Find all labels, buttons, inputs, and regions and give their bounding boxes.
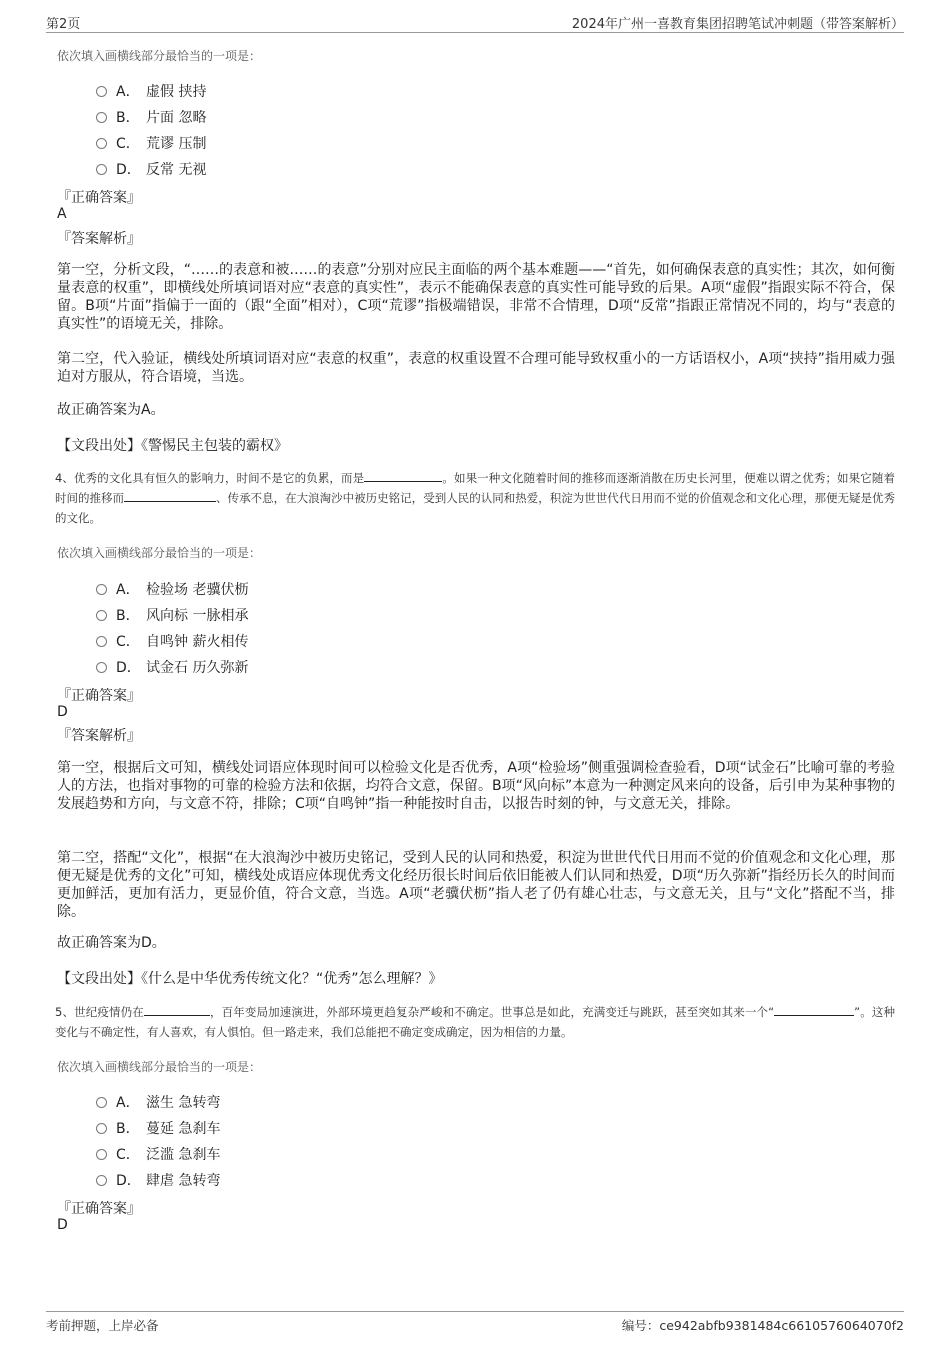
blank-line [774, 1003, 854, 1016]
radio-icon[interactable] [96, 636, 107, 647]
blank-line [364, 469, 442, 482]
q4-answer: D [57, 704, 68, 720]
q3-answer-label: 『正确答案』 [57, 190, 141, 206]
q4-option-d[interactable]: D． 试金石 历久弥新 [96, 657, 248, 677]
q3-option-d[interactable]: D． 反常 无视 [96, 159, 206, 179]
q5-option-a[interactable]: A． 滋生 急转弯 [96, 1092, 220, 1112]
radio-icon[interactable] [96, 138, 107, 149]
q3-option-a[interactable]: A． 虚假 挟持 [96, 81, 206, 101]
q4-answer-label: 『正确答案』 [57, 688, 141, 704]
q5-option-d[interactable]: D． 肆虐 急转弯 [96, 1170, 220, 1190]
q3-analysis-conclusion: 故正确答案为A。 [57, 402, 165, 418]
q5-option-c[interactable]: C． 泛滥 急刹车 [96, 1144, 220, 1164]
q4-option-b[interactable]: B． 风向标 一脉相承 [96, 605, 248, 625]
q3-analysis-paragraph-2: 第二空，代入验证，横线处所填词语对应“表意的权重”，表意的权重设置不合理可能导致权重小的一方话语权小，A项“挟持”指用威力强迫对方服从，符合语境，当选。 [57, 351, 895, 385]
q3-option-b[interactable]: B． 片面 忽略 [96, 107, 206, 127]
blank-line [144, 1003, 210, 1016]
q3-option-c[interactable]: C． 荒谬 压制 [96, 133, 206, 153]
q5-answer-label: 『正确答案』 [57, 1201, 141, 1217]
page-number: 第2页 [46, 17, 81, 32]
q4-analysis-paragraph-2: 第二空，搭配“文化”，根据“在大浪淘沙中被历史铭记，受到人民的认同和热爱，积淀为世世代代日用而不觉的价值观念和文化心理，那便无疑是优秀的文化”可知，横线处成语应体现优秀文化经历很长时间后依旧能被人们认同和热爱，D项“历久弥新”指经历长久的时间而更加鲜活，更加有活力，更显价值，符合文意，当选。A项“老骥伏枥”指人老了仍有雄心壮志，与文意无关，且与“文化”搭配不当，排除。 [57, 850, 895, 920]
radio-icon[interactable] [96, 1123, 107, 1134]
radio-icon[interactable] [96, 1175, 107, 1186]
q4-stem: 4、优秀的文化具有恒久的影响力，时间不是它的负累，而是 。如果一种文化随着时间的推移而逐渐消散在历史长河里，便难以谓之优秀；如果它随着时间的推移而 、传承不息，在大浪淘沙中被历史铭记，受到人民的认同和热爱，积淀为世世代代日用而不觉的价值观念和文化心理，那便无疑是优秀的文化。 [55, 471, 895, 525]
q5-stem: 5、世纪疫情仍在 ，百年变局加速演进，外部环境更趋复杂严峻和不确定。世事总是如此，充满变迁与跳跃，甚至突如其来一个“ ”。这种变化与不确定性，有人喜欢，有人惧怕。但一路走来，我们总能把不确定变成确定，因为相信的力量。 [55, 1005, 895, 1039]
q5-prompt: 依次填入画横线部分最恰当的一项是： [57, 1060, 262, 1074]
q4-option-a[interactable]: A． 检验场 老骥伏枥 [96, 579, 248, 599]
q4-source: 【文段出处】《什么是中华优秀传统文化？“优秀”怎么理解？》 [57, 971, 443, 987]
document-title: 2024年广州一喜教育集团招聘笔试冲刺题（带答案解析） [571, 17, 904, 32]
footer-slogan: 考前押题，上岸必备 [46, 1318, 159, 1333]
q3-prompt: 依次填入画横线部分最恰当的一项是： [57, 49, 262, 63]
radio-icon[interactable] [96, 1097, 107, 1108]
page-header [46, 10, 904, 33]
q4-prompt: 依次填入画横线部分最恰当的一项是： [57, 546, 262, 560]
blank-line [124, 489, 216, 502]
q3-answer: A [57, 206, 67, 222]
radio-icon[interactable] [96, 610, 107, 621]
q3-source: 【文段出处】《警惕民主包装的霸权》 [57, 438, 288, 454]
radio-icon[interactable] [96, 86, 107, 97]
radio-icon[interactable] [96, 1149, 107, 1160]
q5-option-b[interactable]: B． 蔓延 急刹车 [96, 1118, 220, 1138]
q3-analysis-paragraph-1: 第一空，分析文段，“……的表意和被……的表意”分别对应民主面临的两个基本难题——“首先，如何确保表意的真实性；其次，如何衡量表意的权重”，即横线处所填词语对应“表意的真实性”，表示不能确保表意的真实性可能导致的后果。A项“虚假”指跟实际不符合，保留。B项“片面”指偏于一面的（跟“全面”相对），C项“荒谬”指极端错误，非常不合情理，D项“反常”指跟正常情况不同的，均与“表意的真实性”的语境无关，排除。 [57, 262, 895, 332]
radio-icon[interactable] [96, 112, 107, 123]
q4-option-c[interactable]: C． 自鸣钟 薪火相传 [96, 631, 248, 651]
q5-answer: D [57, 1217, 68, 1233]
q4-analysis-label: 『答案解析』 [57, 728, 141, 744]
page-footer [46, 1311, 904, 1336]
radio-icon[interactable] [96, 164, 107, 175]
radio-icon[interactable] [96, 662, 107, 673]
document-code: 编号：ce942abfb9381484c6610576064070f2 [621, 1318, 904, 1333]
q4-analysis-conclusion: 故正确答案为D。 [57, 935, 166, 951]
q4-analysis-paragraph-1: 第一空，根据后文可知，横线处词语应体现时间可以检验文化是否优秀，A项“检验场”侧重强调检查验看，D项“试金石”比喻可靠的考验人的方法，也指对事物的可靠的检验方法和依据，均符合文意，保留。B项“风向标”本意为一种测定风来向的设备，后引申为某种事物的发展趋势和方向，与文意不符，排除；C项“自鸣钟”指一种能按时自击，以报告时刻的钟，与文意无关，排除。 [57, 760, 895, 812]
radio-icon[interactable] [96, 584, 107, 595]
q3-analysis-label: 『答案解析』 [57, 231, 141, 247]
